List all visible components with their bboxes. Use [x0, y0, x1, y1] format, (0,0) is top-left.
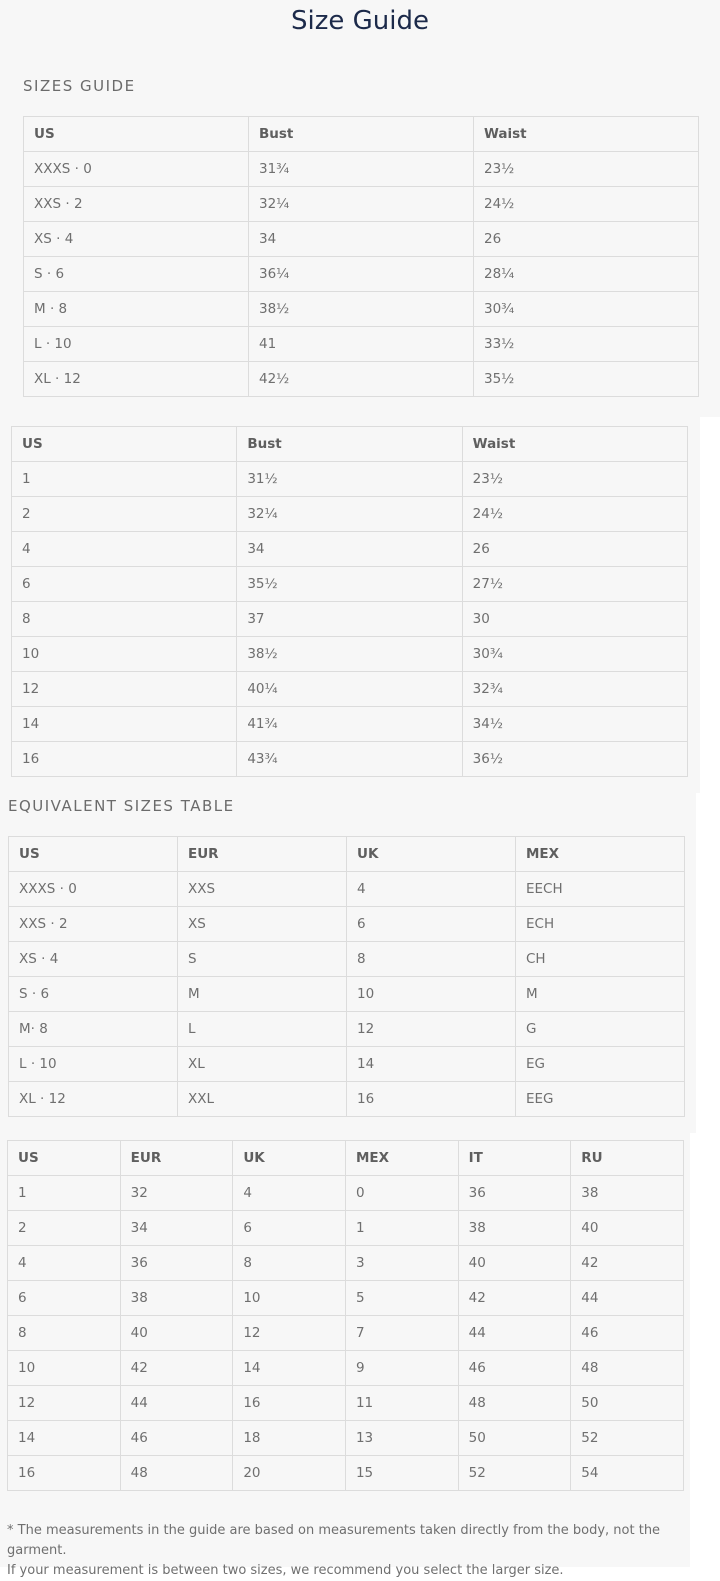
table-cell: 4 — [233, 1176, 346, 1211]
column-header: Waist — [462, 427, 687, 462]
table-cell: 41 — [249, 327, 474, 362]
table-cell: 5 — [345, 1281, 458, 1316]
table-cell: 3 — [345, 1246, 458, 1281]
column-header: EUR — [120, 1141, 233, 1176]
table-cell: XL — [178, 1047, 347, 1082]
table-row — [9, 942, 685, 977]
table-cell: 33½ — [474, 327, 699, 362]
table-cell: 27½ — [462, 567, 687, 602]
table-row — [12, 532, 688, 567]
table-row — [12, 602, 688, 637]
sizes-guide-heading: SIZES GUIDE — [23, 77, 136, 95]
table-cell: EEG — [516, 1082, 685, 1117]
table-cell: 43¾ — [237, 742, 462, 777]
table-cell: XXS — [178, 872, 347, 907]
table-row — [9, 1012, 685, 1047]
table-cell: L · 10 — [24, 327, 249, 362]
table-cell: 36 — [120, 1246, 233, 1281]
column-header: US — [24, 117, 249, 152]
column-header: MEX — [345, 1141, 458, 1176]
table-row — [12, 742, 688, 777]
table-cell: XXS · 2 — [9, 907, 178, 942]
table-cell: 12 — [233, 1316, 346, 1351]
table-cell: 26 — [462, 532, 687, 567]
table-cell: 35½ — [474, 362, 699, 397]
column-header: UK — [347, 837, 516, 872]
table-cell: 32 — [120, 1176, 233, 1211]
table-cell: XXXS · 0 — [9, 872, 178, 907]
table-cell: XS — [178, 907, 347, 942]
table-cell: 6 — [233, 1211, 346, 1246]
table-cell: 14 — [8, 1421, 121, 1456]
table-cell: 52 — [458, 1456, 571, 1491]
table-cell: M· 8 — [9, 1012, 178, 1047]
table-cell: 14 — [12, 707, 237, 742]
table-cell: 9 — [345, 1351, 458, 1386]
table-cell: 13 — [345, 1421, 458, 1456]
table-cell: 36½ — [462, 742, 687, 777]
table-cell: L · 10 — [9, 1047, 178, 1082]
table-row — [8, 1211, 684, 1246]
table-cell: 4 — [12, 532, 237, 567]
table-cell: 14 — [233, 1351, 346, 1386]
table-cell: 2 — [8, 1211, 121, 1246]
table-cell: 24½ — [462, 497, 687, 532]
table-cell: 30¾ — [462, 637, 687, 672]
table-cell: 8 — [12, 602, 237, 637]
table-cell: 48 — [458, 1386, 571, 1421]
table-cell: M — [516, 977, 685, 1012]
table-cell: 36 — [458, 1176, 571, 1211]
column-header: EUR — [178, 837, 347, 872]
table-cell: 16 — [347, 1082, 516, 1117]
table-cell: 23½ — [462, 462, 687, 497]
table-cell: 6 — [12, 567, 237, 602]
table-cell: 30¾ — [474, 292, 699, 327]
table-cell: 1 — [12, 462, 237, 497]
table-row — [12, 462, 688, 497]
table-cell: 38 — [120, 1281, 233, 1316]
table-cell: 4 — [8, 1246, 121, 1281]
table-cell: XXL — [178, 1082, 347, 1117]
table-cell: 42 — [571, 1246, 684, 1281]
table-cell: 41¾ — [237, 707, 462, 742]
table-row — [9, 907, 685, 942]
table-cell: 6 — [8, 1281, 121, 1316]
table-row — [8, 1386, 684, 1421]
table-cell: 12 — [12, 672, 237, 707]
table-cell: 34 — [120, 1211, 233, 1246]
table-cell: 46 — [571, 1316, 684, 1351]
table-cell: 44 — [120, 1386, 233, 1421]
column-header: UK — [233, 1141, 346, 1176]
table-row — [9, 1047, 685, 1082]
table-row — [9, 977, 685, 1012]
table-cell: 1 — [8, 1176, 121, 1211]
table-cell: 11 — [345, 1386, 458, 1421]
table-cell: S · 6 — [9, 977, 178, 1012]
table-cell: 0 — [345, 1176, 458, 1211]
table-row — [24, 222, 699, 257]
table-cell: 38 — [571, 1176, 684, 1211]
table-header-row — [8, 1141, 684, 1176]
table-cell: 36¼ — [249, 257, 474, 292]
table-cell: 12 — [347, 1012, 516, 1047]
table-cell: 42½ — [249, 362, 474, 397]
sizes-guide-letter-table — [23, 116, 699, 397]
table-row — [24, 257, 699, 292]
table-cell: 16 — [12, 742, 237, 777]
table-cell: 16 — [8, 1456, 121, 1491]
table-row — [8, 1176, 684, 1211]
table-cell: 7 — [345, 1316, 458, 1351]
table-row — [12, 672, 688, 707]
table-cell: 40 — [120, 1316, 233, 1351]
table-row — [8, 1246, 684, 1281]
table-cell: 26 — [474, 222, 699, 257]
table-cell: 30 — [462, 602, 687, 637]
table-cell: 31¾ — [249, 152, 474, 187]
table-row — [24, 187, 699, 222]
column-header: US — [8, 1141, 121, 1176]
table-cell: 10 — [233, 1281, 346, 1316]
table-header-row — [24, 117, 699, 152]
table-cell: 1 — [345, 1211, 458, 1246]
equivalent-sizes-heading: EQUIVALENT SIZES TABLE — [8, 797, 235, 815]
table-cell: XXS · 2 — [24, 187, 249, 222]
equivalent-sizes-numeric-table — [7, 1140, 684, 1491]
table-cell: 12 — [8, 1386, 121, 1421]
table-cell: S · 6 — [24, 257, 249, 292]
table-row — [8, 1456, 684, 1491]
column-header: RU — [571, 1141, 684, 1176]
table-cell: 46 — [120, 1421, 233, 1456]
table-cell: 14 — [347, 1047, 516, 1082]
table-cell: 52 — [571, 1421, 684, 1456]
table-cell: 35½ — [237, 567, 462, 602]
table-cell: 42 — [458, 1281, 571, 1316]
table-row — [12, 567, 688, 602]
table-cell: 38½ — [249, 292, 474, 327]
table-cell: 8 — [347, 942, 516, 977]
table-cell: 6 — [347, 907, 516, 942]
footnote — [7, 1521, 697, 1581]
column-header: Bust — [249, 117, 474, 152]
table-cell: 50 — [458, 1421, 571, 1456]
column-header: Waist — [474, 117, 699, 152]
table-cell: 32¼ — [249, 187, 474, 222]
table-row — [8, 1281, 684, 1316]
table-cell: 40 — [458, 1246, 571, 1281]
table-cell: 40 — [571, 1211, 684, 1246]
table-cell: XL · 12 — [24, 362, 249, 397]
table-cell: 40¼ — [237, 672, 462, 707]
table-cell: 31½ — [237, 462, 462, 497]
footnote-line-2: If your measurement is between two sizes, we recommend you select the larger size. — [7, 1563, 564, 1578]
table-cell: 10 — [12, 637, 237, 672]
table-row — [24, 362, 699, 397]
column-header: Bust — [237, 427, 462, 462]
table-cell: L — [178, 1012, 347, 1047]
table-cell: EECH — [516, 872, 685, 907]
table-cell: 32¾ — [462, 672, 687, 707]
table-cell: ECH — [516, 907, 685, 942]
table-cell: M — [178, 977, 347, 1012]
table-cell: 37 — [237, 602, 462, 637]
footnote-line-1: * The measurements in the guide are based on measurements taken directly from the body, not the garment. — [7, 1523, 661, 1558]
table-cell: 54 — [571, 1456, 684, 1491]
table-cell: 48 — [571, 1351, 684, 1386]
table-cell: XL · 12 — [9, 1082, 178, 1117]
table-row — [8, 1351, 684, 1386]
table-row — [9, 872, 685, 907]
equivalent-sizes-letter-table — [8, 836, 685, 1117]
table-cell: 8 — [233, 1246, 346, 1281]
table-cell: 34 — [249, 222, 474, 257]
table-row — [24, 327, 699, 362]
table-cell: 15 — [345, 1456, 458, 1491]
table-cell: 34 — [237, 532, 462, 567]
table-cell: XS · 4 — [24, 222, 249, 257]
table-cell: 18 — [233, 1421, 346, 1456]
table-cell: 8 — [8, 1316, 121, 1351]
page-title: Size Guide — [0, 0, 720, 44]
table-cell: 44 — [458, 1316, 571, 1351]
table-header-row — [9, 837, 685, 872]
table-cell: 10 — [8, 1351, 121, 1386]
table-cell: 50 — [571, 1386, 684, 1421]
table-cell: 16 — [233, 1386, 346, 1421]
table-cell: XXXS · 0 — [24, 152, 249, 187]
table-cell: 20 — [233, 1456, 346, 1491]
table-cell: CH — [516, 942, 685, 977]
table-cell: 34½ — [462, 707, 687, 742]
table-header-row — [12, 427, 688, 462]
table-row — [9, 1082, 685, 1117]
table-cell: 24½ — [474, 187, 699, 222]
table-row — [12, 497, 688, 532]
table-cell: 38 — [458, 1211, 571, 1246]
column-header: IT — [458, 1141, 571, 1176]
table-row — [8, 1421, 684, 1456]
table-cell: 42 — [120, 1351, 233, 1386]
table-cell: 38½ — [237, 637, 462, 672]
table-row — [8, 1316, 684, 1351]
table-cell: 48 — [120, 1456, 233, 1491]
sizes-guide-numeric-table — [11, 426, 688, 777]
table-cell: EG — [516, 1047, 685, 1082]
table-cell: G — [516, 1012, 685, 1047]
table-cell: 28¼ — [474, 257, 699, 292]
table-row — [24, 152, 699, 187]
table-cell: 23½ — [474, 152, 699, 187]
table-cell: 44 — [571, 1281, 684, 1316]
column-header: US — [9, 837, 178, 872]
table-cell: 4 — [347, 872, 516, 907]
table-cell: S — [178, 942, 347, 977]
column-header: US — [12, 427, 237, 462]
table-row — [12, 707, 688, 742]
table-row — [24, 292, 699, 327]
table-cell: 10 — [347, 977, 516, 1012]
table-cell: 32¼ — [237, 497, 462, 532]
table-cell: 2 — [12, 497, 237, 532]
table-cell: M · 8 — [24, 292, 249, 327]
table-cell: 46 — [458, 1351, 571, 1386]
column-header: MEX — [516, 837, 685, 872]
table-row — [12, 637, 688, 672]
table-cell: XS · 4 — [9, 942, 178, 977]
